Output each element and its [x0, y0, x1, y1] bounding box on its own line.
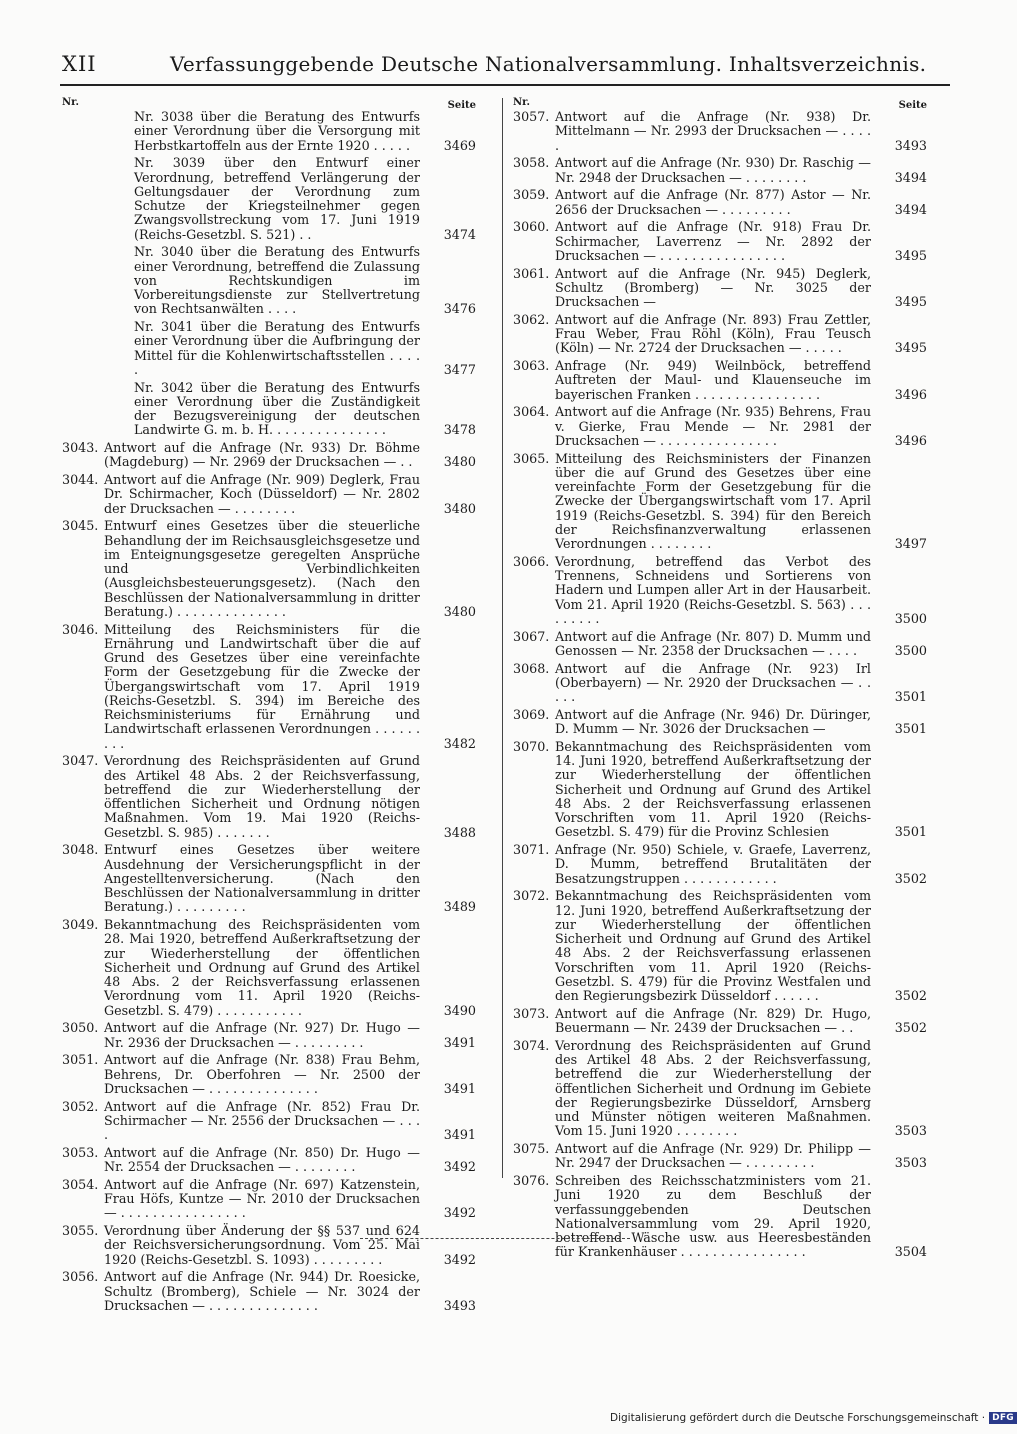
toc-entry: [62, 320, 480, 377]
entry-page: 3502: [894, 870, 927, 886]
entry-text: Bekanntmachung des Reichspräsidenten vom 28. Mai 1920, betreffend Außerkraftsetzung der zur Wiederherstellung der öffentlichen Sicherheit und Ordnung auf Grund des Artikel 48 Abs. 2 der Reichsverfassung erlassenen Verordnung vom 11. April 1920 (Reichs-Gesetzbl. S. 479) . . . . . . . . . . .: [104, 917, 420, 1018]
entry-number: 3061.: [513, 265, 550, 281]
entry-page: 3494: [894, 169, 927, 185]
entry-number: 3052.: [62, 1098, 99, 1114]
page-header: [60, 52, 950, 82]
entry-page: 3495: [894, 294, 927, 309]
entry-page: 3500: [894, 642, 927, 658]
entry-number: 3072.: [513, 888, 550, 904]
entry-text: Nr. 3041 über die Beratung des Entwurfs einer Verordnung über die Aufbringung der Mittel für die Kohlenwirtschaftsstellen . . . . .: [134, 319, 420, 377]
entry-page: 3492: [443, 1159, 476, 1174]
entry-page: 3492: [443, 1251, 476, 1267]
entry-text: Verordnung, betreffend das Verbot des Trennens, Schneidens und Sortierens von Hadern und Lumpen aller Art in der Hausarbeit. Vom 21. April 1920 (Reichs-Gesetzbl. S. 563) . . . . . . . . .: [555, 553, 871, 626]
entry-text: Antwort auf die Anfrage (Nr. 893) Frau Zettler, Frau Weber, Frau Röhl (Köln), Frau Teusch (Köln) — Nr. 2724 der Drucksachen — . . . . .: [555, 311, 871, 356]
entry-number: 3058.: [513, 155, 550, 171]
entry-page: 3491: [443, 1127, 476, 1142]
entry-page: 3502: [894, 1020, 927, 1035]
entry-page: 3482: [443, 735, 476, 751]
entry-page: 3490: [443, 1002, 476, 1018]
entry-number: 3048.: [62, 842, 99, 858]
entry-number: 3075.: [513, 1141, 550, 1156]
entry-page: 3476: [443, 301, 476, 317]
toc-entry: [62, 754, 480, 840]
entry-page: 3493: [443, 1297, 476, 1313]
entry-number: 3055.: [62, 1223, 99, 1238]
toc-entry: [62, 156, 480, 242]
toc-entry: [513, 1142, 931, 1171]
entry-text: Nr. 3040 über die Beratung des Entwurfs einer Verordnung, betreffend die Zulassung von Rechtskundigen im Vorbereitungsdienste zur Stellvertretung von Rechtsanwälten . . . .: [134, 244, 420, 317]
entry-text: Verordnung des Reichspräsidenten auf Grund des Artikel 48 Abs. 2 der Reichsverfassung, betreffend die zur Wiederherstellung der öffentlichen Sicherheit und Ordnung im Gebiete der Regierungsbezirke Düsseldorf, Arnsberg und Münster nötigen weiteren Maßnahmen. Vom 15. Juni 1920 . . . . . . . .: [555, 1037, 871, 1139]
closing-rule: [360, 1238, 630, 1239]
page-number: XII: [62, 52, 97, 76]
entry-number: 3049.: [62, 917, 99, 932]
toc-entry: [62, 623, 480, 751]
entry-page: 3491: [443, 1080, 476, 1096]
entry-text: Antwort auf die Anfrage (Nr. 927) Dr. Hugo — Nr. 2936 der Drucksachen — . . . . . . . . .: [104, 1020, 420, 1050]
entry-text: Mitteilung des Reichsministers für die Ernährung und Landwirtschaft über die auf Grund des Gesetzes über eine vereinfachte Form der Gesetzgebung für die Zwecke der Übergangswirtschaft vom 17. April 1919 (Reichs-Gesetzbl. S. 394) im Bereiche des Reichsministeriums für Ernährung und Landwirtschaft erlassenen Verordnungen . . . . . . . . .: [104, 621, 420, 751]
toc-entry: [62, 1146, 480, 1175]
right-column: [513, 96, 931, 1263]
toc-entry: [62, 1178, 480, 1221]
seite-label: Seite: [898, 100, 927, 111]
entry-page: 3480: [443, 500, 476, 516]
entry-number: 3057.: [513, 109, 550, 124]
entry-page: 3496: [894, 386, 927, 402]
entry-text: Antwort auf die Anfrage (Nr. 935) Behrens, Frau v. Gierke, Frau Mende — Nr. 2981 der Drucksachen — . . . . . . . . . . . . . . .: [555, 404, 871, 448]
toc-entry: [62, 473, 480, 516]
seite-label: Seite: [447, 100, 476, 111]
toc-entry: [62, 519, 480, 619]
entry-number: 3076.: [513, 1173, 550, 1188]
entry-page: 3497: [894, 536, 927, 551]
entry-number: 3050.: [62, 1020, 99, 1036]
entry-number: 3066.: [513, 553, 550, 569]
entry-text: Antwort auf die Anfrage (Nr. 877) Astor — Nr. 2656 der Drucksachen — . . . . . . . . .: [555, 187, 871, 217]
entry-number: 3060.: [513, 219, 550, 235]
entry-text: Antwort auf die Anfrage (Nr. 697) Katzenstein, Frau Höfs, Kuntze — Nr. 2010 der Drucksachen — . . . . . . . . . . . . . . . .: [104, 1176, 420, 1221]
entry-number: 3053.: [62, 1144, 99, 1160]
entry-number: 3044.: [62, 472, 99, 487]
entry-text: Verordnung über Änderung der §§ 537 und 624 der Reichsversicherungsordnung. Vom 25. Mai 1920 (Reichs-Gesetzbl. S. 1093) . . . . . . . . .: [104, 1223, 420, 1267]
entry-number: 3047.: [62, 753, 99, 769]
entry-number: 3054.: [62, 1176, 99, 1192]
toc-entry: [62, 1270, 480, 1313]
toc-entry: [513, 843, 931, 886]
column-divider: [502, 98, 503, 1178]
entry-page: 3503: [894, 1123, 927, 1139]
entry-text: Entwurf eines Gesetzes über die steuerliche Behandlung der im Reichsausgleichsgesetze und im Enteignungsgesetze geregelten Ansprüche und Verbindlichkeiten (Ausgleichsbesteuerungsgesetz). (Nach den Beschlüssen der Nationalversammlung in dritter Beratung.) . . . . . . . . . . . . . .: [104, 518, 420, 619]
toc-entry: [513, 156, 931, 185]
entry-text: Antwort auf die Anfrage (Nr. 946) Dr. Düringer, D. Mumm — Nr. 3026 der Drucksachen —: [555, 706, 871, 736]
entry-text: Nr. 3038 über die Beratung des Entwurfs einer Verordnung über die Versorgung mit Herbstkartoffeln aus der Ernte 1920 . . . . .: [134, 109, 420, 153]
entry-page: 3495: [894, 247, 927, 263]
entry-text: Antwort auf die Anfrage (Nr. 852) Frau Dr. Schirmacher — Nr. 2556 der Drucksachen — . . . .: [104, 1098, 420, 1142]
entry-text: Schreiben des Reichsschatzministers vom 21. Juni 1920 zu dem Beschluß der verfassunggebenden Deutschen Nationalversammlung vom 29. April 1920, betreffend Wäsche usw. aus Heeresbeständen für Krankenhäuser . . . . . . . . . . . . . . . .: [555, 1173, 871, 1260]
entry-text: Antwort auf die Anfrage (Nr. 838) Frau Behm, Behrens, Dr. Oberfohren — Nr. 2500 der Drucksachen — . . . . . . . . . . . . . .: [104, 1052, 420, 1096]
entry-text: Antwort auf die Anfrage (Nr. 929) Dr. Philipp — Nr. 2947 der Drucksachen — . . . . . . . . .: [555, 1141, 871, 1171]
entry-number: 3064.: [513, 404, 550, 420]
entry-page: 3501: [894, 824, 927, 840]
entry-number: 3071.: [513, 842, 550, 857]
entry-number: 3045.: [62, 518, 99, 534]
toc-entry: [62, 918, 480, 1018]
toc-entry: [513, 1007, 931, 1036]
entry-text: Bekanntmachung des Reichspräsidenten vom 14. Juni 1920, betreffend Außerkraftsetzung der zur Wiederherstellung der öffentlichen Sicherheit und Ordnung auf Grund des Artikel 48 Abs. 2 der Reichsverfassung erlassenen Vorschriften vom 11. April 1920 (Reichs-Gesetzbl. S. 479) für die Provinz Schlesien: [555, 738, 871, 840]
toc-entry: [513, 1039, 931, 1139]
left-column: [62, 96, 480, 1317]
entry-page: 3480: [443, 454, 476, 470]
entry-number: 3069.: [513, 706, 550, 722]
entry-number: 3070.: [513, 738, 550, 754]
toc-entry: [513, 452, 931, 552]
entry-text: Entwurf eines Gesetzes über weitere Ausdehnung der Versicherungspflicht in der Angestelltenversicherung. (Nach den Beschlüssen der Nationalversammlung in dritter Beratung.) . . . . . . . . .: [104, 842, 420, 915]
entry-page: 3501: [894, 721, 927, 736]
toc-entry: [513, 555, 931, 626]
entry-number: 3059.: [513, 187, 550, 203]
entry-number: 3043.: [62, 440, 99, 455]
entry-text: Antwort auf die Anfrage (Nr. 938) Dr. Mittelmann — Nr. 2993 der Drucksachen — . . . . .: [555, 109, 871, 153]
entry-text: Bekanntmachung des Reichspräsidenten vom 12. Juni 1920, betreffend Außerkraftsetzung der zur Wiederherstellung der öffentlichen Sicherheit und Ordnung auf Grund des Artikel 48 Abs. 2 der Reichsverfassung erlassenen Vorschriften vom 11. April 1920 (Reichs-Gesetzbl. S. 479) für die Provinz Westfalen und den Regierungsbezirk Düsseldorf . . . . . .: [555, 888, 871, 1003]
entry-text: Antwort auf die Anfrage (Nr. 945) Deglerk, Schultz (Bromberg) — Nr. 3025 der Drucksachen —: [555, 265, 871, 309]
entry-text: Nr. 3042 über die Beratung des Entwurfs einer Verordnung über die Zuständigkeit der Bezugsvereinigung der deutschen Landwirte G. m. b. H. . . . . . . . . . . . . . .: [134, 379, 420, 438]
entry-page: 3504: [894, 1244, 927, 1260]
entry-text: Anfrage (Nr. 950) Schiele, v. Graefe, Laverrenz, D. Mumm, betreffend Brutalitäten der Besatzungstruppen . . . . . . . . . . . .: [555, 842, 871, 886]
entry-number: 3065.: [513, 450, 550, 466]
entry-page: 3474: [443, 226, 476, 242]
entry-number: 3062.: [513, 311, 550, 327]
toc-entry: [62, 843, 480, 914]
toc-entry: [62, 1224, 480, 1267]
toc-entry: [513, 889, 931, 1003]
left-column-head: [62, 96, 480, 110]
footer: [610, 1412, 1017, 1424]
toc-entry: [513, 740, 931, 840]
entry-text: Antwort auf die Anfrage (Nr. 909) Deglerk, Frau Dr. Schirmacher, Koch (Düsseldorf) — Nr. 2802 der Drucksachen — . . . . . . . .: [104, 472, 420, 516]
page-title: Verfassunggebende Deutsche Nationalversammlung. Inhaltsverzeichnis.: [170, 52, 927, 76]
entry-text: Antwort auf die Anfrage (Nr. 829) Dr. Hugo, Beuermann — Nr. 2439 der Drucksachen — . .: [555, 1005, 871, 1035]
entry-text: Verordnung des Reichspräsidenten auf Grund des Artikel 48 Abs. 2 der Reichsverfassung, betreffend die zur Wiederherstellung der öffentlichen Sicherheit und Ordnung nötigen Maßnahmen. Vom 19. Mai 1920 (Reichs-Gesetzbl. S. 985) . . . . . . .: [104, 753, 420, 840]
entry-page: 3489: [443, 899, 476, 915]
entry-page: 3496: [894, 432, 927, 448]
right-column-head: [513, 96, 931, 110]
entry-page: 3503: [894, 1155, 927, 1171]
entry-number: 3073.: [513, 1005, 550, 1021]
entry-page: 3478: [443, 422, 476, 438]
entry-page: 3469: [443, 137, 476, 153]
entry-text: Antwort auf die Anfrage (Nr. 807) D. Mumm und Genossen — Nr. 2358 der Drucksachen — . . . .: [555, 628, 871, 658]
toc-entry: [62, 441, 480, 470]
entry-text: Antwort auf die Anfrage (Nr. 944) Dr. Roesicke, Schultz (Bromberg), Schiele — Nr. 3024 der Drucksachen — . . . . . . . . . . . . . .: [104, 1269, 420, 1313]
toc-entry: [513, 359, 931, 402]
toc-entry: [513, 708, 931, 737]
toc-entry: [513, 662, 931, 705]
entry-number: 3063.: [513, 358, 550, 373]
toc-entry: [62, 245, 480, 316]
entry-text: Mitteilung des Reichsministers der Finanzen über die auf Grund des Gesetzes über eine vereinfachte Form der Gesetzgebung für die Zwecke der Übergangswirtschaft vom 17. April 1919 (Reichs-Gesetzbl. S. 394) für den Bereich der Reichsfinanzverwaltung erlassenen Verordnungen . . . . . . . .: [555, 450, 871, 551]
entry-page: 3494: [894, 201, 927, 217]
entry-page: 3502: [894, 988, 927, 1003]
entry-text: Antwort auf die Anfrage (Nr. 918) Frau Dr. Schirmacher, Laverrenz — Nr. 2892 der Drucksachen — . . . . . . . . . . . . . . . .: [555, 219, 871, 263]
dfg-logo-icon: DFG: [989, 1412, 1017, 1424]
toc-entry: [513, 110, 931, 153]
toc-entry: [62, 1053, 480, 1096]
entry-page: 3480: [443, 603, 476, 619]
entry-number: 3056.: [62, 1269, 99, 1285]
toc-entry: [513, 405, 931, 448]
toc-entry: [62, 381, 480, 438]
entry-page: 3501: [894, 689, 927, 704]
nr-label: Nr.: [62, 97, 79, 108]
entry-page: 3477: [443, 361, 476, 377]
entry-text: Nr. 3039 über den Entwurf einer Verordnung, betreffend Verlängerung der Geltungsdauer der Verordnung zum Schutze der Kriegsteilnehmer gegen Zwangsvollstreckung vom 17. Juni 1919 (Reichs-Gesetzbl. S. 521) . .: [134, 155, 420, 242]
entry-text: Antwort auf die Anfrage (Nr. 923) Irl (Oberbayern) — Nr. 2920 der Drucksachen — . . . . .: [555, 660, 871, 704]
toc-entry: [513, 1174, 931, 1260]
nr-label: Nr.: [513, 97, 530, 108]
entry-page: 3491: [443, 1034, 476, 1050]
toc-entry: [513, 188, 931, 217]
footer-credit: Digitalisierung gefördert durch die Deutsche Forschungsgemeinschaft ·: [610, 1412, 986, 1424]
entry-number: 3067.: [513, 628, 550, 644]
entry-text: Antwort auf die Anfrage (Nr. 930) Dr. Raschig — Nr. 2948 der Drucksachen — . . . . . . . .: [555, 155, 871, 185]
entry-number: 3068.: [513, 660, 550, 676]
entry-page: 3495: [894, 340, 927, 356]
toc-entry: [513, 630, 931, 659]
entry-page: 3493: [894, 137, 927, 153]
entry-page: 3492: [443, 1205, 476, 1221]
toc-entry: [513, 220, 931, 263]
toc-entry: [62, 110, 480, 153]
entry-number: 3046.: [62, 621, 99, 637]
entry-page: 3488: [443, 824, 476, 840]
entry-number: 3051.: [62, 1052, 99, 1068]
toc-entry: [513, 313, 931, 356]
toc-entry: [513, 267, 931, 310]
header-rule: [60, 84, 950, 86]
entry-text: Antwort auf die Anfrage (Nr. 933) Dr. Böhme (Magdeburg) — Nr. 2969 der Drucksachen — . .: [104, 440, 420, 470]
toc-entry: [62, 1100, 480, 1143]
entry-number: 3074.: [513, 1037, 550, 1053]
entry-text: Anfrage (Nr. 949) Weilnböck, betreffend Auftreten der Maul- und Klauenseuche im bayerischen Franken . . . . . . . . . . . . . . . .: [555, 358, 871, 402]
entry-page: 3500: [894, 610, 927, 626]
toc-entry: [62, 1021, 480, 1050]
entry-text: Antwort auf die Anfrage (Nr. 850) Dr. Hugo — Nr. 2554 der Drucksachen — . . . . . . . .: [104, 1144, 420, 1174]
